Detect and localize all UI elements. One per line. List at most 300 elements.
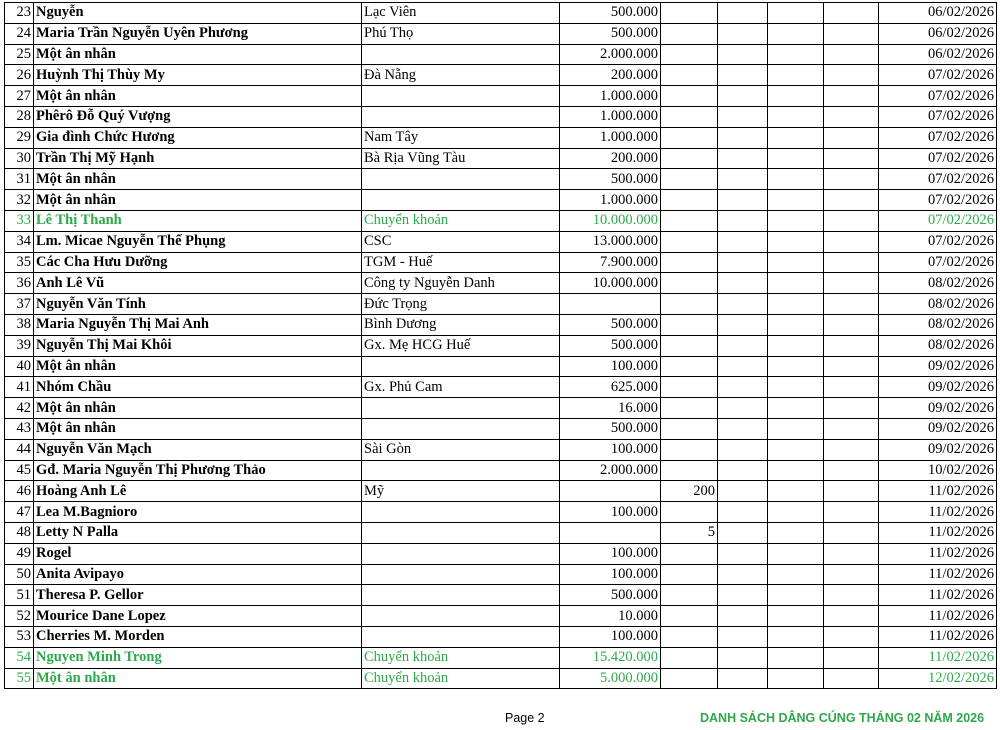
empty-cell: [718, 481, 768, 502]
donor-name-cell: Anita Avipayo: [34, 564, 362, 585]
donor-name-cell: Nguyen Minh Trong: [34, 647, 362, 668]
amount-usd-cell: [661, 606, 718, 627]
empty-cell: [824, 148, 879, 169]
empty-cell: [718, 3, 768, 24]
table-row: [5, 668, 997, 689]
donor-place-cell: Lạc Viên: [362, 3, 560, 24]
date-cell: 07/02/2026: [879, 148, 997, 169]
amount-usd-cell: [661, 356, 718, 377]
table-row: [5, 606, 997, 627]
empty-cell: [824, 606, 879, 627]
amount-vnd-cell: 13.000.000: [560, 231, 661, 252]
page-label: Page 2: [505, 711, 545, 725]
table-row: [5, 210, 997, 231]
empty-cell: [768, 231, 824, 252]
amount-vnd-cell: 100.000: [560, 564, 661, 585]
date-cell: 07/02/2026: [879, 106, 997, 127]
donor-name-cell: Gđ. Maria Nguyễn Thị Phương Thảo: [34, 460, 362, 481]
row-number-cell: 48: [5, 522, 34, 543]
empty-cell: [824, 439, 879, 460]
amount-vnd-cell: 500.000: [560, 335, 661, 356]
amount-vnd-cell: 15.420.000: [560, 647, 661, 668]
row-number-cell: 27: [5, 86, 34, 107]
amount-usd-cell: [661, 647, 718, 668]
amount-vnd-cell: 10.000.000: [560, 273, 661, 294]
empty-cell: [768, 398, 824, 419]
empty-cell: [768, 647, 824, 668]
amount-usd-cell: [661, 543, 718, 564]
empty-cell: [768, 543, 824, 564]
row-number-cell: 26: [5, 65, 34, 86]
donor-place-cell: Chuyển khoản: [362, 668, 560, 689]
row-number-cell: 50: [5, 564, 34, 585]
date-cell: 08/02/2026: [879, 314, 997, 335]
date-cell: 07/02/2026: [879, 127, 997, 148]
row-number-cell: 47: [5, 502, 34, 523]
empty-cell: [824, 314, 879, 335]
row-number-cell: 32: [5, 190, 34, 211]
date-cell: 11/02/2026: [879, 606, 997, 627]
date-cell: 07/02/2026: [879, 86, 997, 107]
date-cell: 12/02/2026: [879, 668, 997, 689]
ledger-body: [5, 3, 997, 689]
donor-place-cell: Sài Gòn: [362, 439, 560, 460]
date-cell: 07/02/2026: [879, 252, 997, 273]
empty-cell: [718, 626, 768, 647]
amount-usd-cell: [661, 502, 718, 523]
empty-cell: [768, 86, 824, 107]
empty-cell: [824, 460, 879, 481]
donor-place-cell: [362, 564, 560, 585]
table-row: [5, 585, 997, 606]
amount-vnd-cell: 500.000: [560, 23, 661, 44]
donor-place-cell: [362, 106, 560, 127]
date-cell: 09/02/2026: [879, 356, 997, 377]
amount-usd-cell: 200: [661, 481, 718, 502]
empty-cell: [824, 335, 879, 356]
row-number-cell: 45: [5, 460, 34, 481]
donor-place-cell: [362, 626, 560, 647]
table-row: [5, 65, 997, 86]
amount-vnd-cell: 1.000.000: [560, 86, 661, 107]
empty-cell: [824, 377, 879, 398]
date-cell: 11/02/2026: [879, 626, 997, 647]
empty-cell: [768, 377, 824, 398]
amount-usd-cell: [661, 3, 718, 24]
amount-usd-cell: [661, 564, 718, 585]
date-cell: 09/02/2026: [879, 377, 997, 398]
donor-name-cell: Nguyễn Thị Mai Khôi: [34, 335, 362, 356]
donor-name-cell: Lê Thị Thanh: [34, 210, 362, 231]
empty-cell: [768, 169, 824, 190]
donor-place-cell: Đức Trọng: [362, 294, 560, 315]
empty-cell: [824, 398, 879, 419]
table-row: [5, 273, 997, 294]
amount-vnd-cell: 500.000: [560, 3, 661, 24]
empty-cell: [768, 626, 824, 647]
row-number-cell: 53: [5, 626, 34, 647]
empty-cell: [824, 252, 879, 273]
donor-place-cell: [362, 418, 560, 439]
date-cell: 11/02/2026: [879, 647, 997, 668]
empty-cell: [718, 314, 768, 335]
row-number-cell: 29: [5, 127, 34, 148]
donor-name-cell: Letty N Palla: [34, 522, 362, 543]
empty-cell: [718, 377, 768, 398]
table-row: [5, 169, 997, 190]
empty-cell: [718, 273, 768, 294]
date-cell: 09/02/2026: [879, 439, 997, 460]
table-row: [5, 398, 997, 419]
table-row: [5, 86, 997, 107]
empty-cell: [718, 439, 768, 460]
empty-cell: [824, 106, 879, 127]
table-row: [5, 314, 997, 335]
empty-cell: [768, 335, 824, 356]
row-number-cell: 37: [5, 294, 34, 315]
table-row: [5, 335, 997, 356]
row-number-cell: 54: [5, 647, 34, 668]
empty-cell: [768, 65, 824, 86]
row-number-cell: 46: [5, 481, 34, 502]
empty-cell: [718, 294, 768, 315]
amount-vnd-cell: 100.000: [560, 502, 661, 523]
table-row: [5, 439, 997, 460]
donor-place-cell: [362, 190, 560, 211]
amount-vnd-cell: 5.000.000: [560, 668, 661, 689]
date-cell: 06/02/2026: [879, 44, 997, 65]
empty-cell: [768, 252, 824, 273]
empty-cell: [718, 398, 768, 419]
donor-name-cell: Cherries M. Morden: [34, 626, 362, 647]
donor-place-cell: [362, 606, 560, 627]
empty-cell: [768, 564, 824, 585]
amount-usd-cell: [661, 398, 718, 419]
donor-name-cell: Một ân nhân: [34, 398, 362, 419]
empty-cell: [768, 3, 824, 24]
amount-vnd-cell: 1.000.000: [560, 127, 661, 148]
empty-cell: [824, 502, 879, 523]
donor-name-cell: Nhóm Chầu: [34, 377, 362, 398]
empty-cell: [768, 439, 824, 460]
amount-vnd-cell: 100.000: [560, 439, 661, 460]
empty-cell: [824, 668, 879, 689]
amount-usd-cell: [661, 231, 718, 252]
donor-name-cell: Lea M.Bagnioro: [34, 502, 362, 523]
row-number-cell: 23: [5, 3, 34, 24]
table-row: [5, 23, 997, 44]
amount-vnd-cell: 10.000.000: [560, 210, 661, 231]
empty-cell: [824, 481, 879, 502]
amount-usd-cell: [661, 314, 718, 335]
donor-place-cell: Chuyển khoản: [362, 210, 560, 231]
row-number-cell: 43: [5, 418, 34, 439]
donor-place-cell: Bà Rịa Vũng Tàu: [362, 148, 560, 169]
donor-name-cell: Nguyễn Văn Tính: [34, 294, 362, 315]
empty-cell: [768, 502, 824, 523]
empty-cell: [718, 418, 768, 439]
amount-usd-cell: [661, 127, 718, 148]
empty-cell: [718, 606, 768, 627]
empty-cell: [768, 106, 824, 127]
amount-vnd-cell: 7.900.000: [560, 252, 661, 273]
donor-place-cell: Công ty Nguyễn Danh: [362, 273, 560, 294]
empty-cell: [718, 65, 768, 86]
donor-name-cell: Một ân nhân: [34, 190, 362, 211]
amount-usd-cell: [661, 44, 718, 65]
donor-name-cell: Một ân nhân: [34, 169, 362, 190]
donor-name-cell: Nguyễn Văn Mạch: [34, 439, 362, 460]
amount-vnd-cell: 16.000: [560, 398, 661, 419]
donor-name-cell: Một ân nhân: [34, 418, 362, 439]
empty-cell: [768, 356, 824, 377]
donor-place-cell: CSC: [362, 231, 560, 252]
empty-cell: [718, 585, 768, 606]
empty-cell: [768, 190, 824, 211]
amount-usd-cell: [661, 148, 718, 169]
donor-name-cell: Một ân nhân: [34, 44, 362, 65]
amount-usd-cell: [661, 252, 718, 273]
donor-place-cell: [362, 86, 560, 107]
donor-name-cell: Nguyễn: [34, 3, 362, 24]
empty-cell: [718, 23, 768, 44]
empty-cell: [718, 210, 768, 231]
empty-cell: [718, 231, 768, 252]
date-cell: 10/02/2026: [879, 460, 997, 481]
donor-place-cell: [362, 460, 560, 481]
amount-usd-cell: [661, 86, 718, 107]
empty-cell: [768, 460, 824, 481]
document-title: DANH SÁCH DÂNG CÚNG THÁNG 02 NĂM 2026: [700, 711, 985, 725]
donor-place-cell: Gx. Mẹ HCG Huế: [362, 335, 560, 356]
amount-usd-cell: [661, 273, 718, 294]
donor-place-cell: [362, 356, 560, 377]
amount-vnd-cell: 100.000: [560, 356, 661, 377]
empty-cell: [768, 668, 824, 689]
empty-cell: [718, 148, 768, 169]
donor-place-cell: Phú Thọ: [362, 23, 560, 44]
empty-cell: [768, 606, 824, 627]
table-row: [5, 543, 997, 564]
empty-cell: [824, 23, 879, 44]
row-number-cell: 30: [5, 148, 34, 169]
amount-vnd-cell: 200.000: [560, 65, 661, 86]
amount-usd-cell: [661, 460, 718, 481]
amount-vnd-cell: 1.000.000: [560, 106, 661, 127]
empty-cell: [768, 127, 824, 148]
date-cell: 07/02/2026: [879, 169, 997, 190]
donor-place-cell: TGM - Huế: [362, 252, 560, 273]
amount-usd-cell: [661, 23, 718, 44]
donor-place-cell: [362, 522, 560, 543]
table-row: [5, 502, 997, 523]
table-row: [5, 377, 997, 398]
donor-place-cell: Đà Nẵng: [362, 65, 560, 86]
donor-name-cell: Một ân nhân: [34, 86, 362, 107]
amount-usd-cell: [661, 210, 718, 231]
donor-name-cell: Maria Trần Nguyễn Uyên Phương: [34, 23, 362, 44]
amount-vnd-cell: 500.000: [560, 585, 661, 606]
amount-vnd-cell: 10.000: [560, 606, 661, 627]
amount-vnd-cell: 625.000: [560, 377, 661, 398]
date-cell: 09/02/2026: [879, 418, 997, 439]
empty-cell: [824, 86, 879, 107]
empty-cell: [768, 522, 824, 543]
empty-cell: [824, 273, 879, 294]
amount-usd-cell: [661, 626, 718, 647]
amount-usd-cell: [661, 294, 718, 315]
date-cell: 08/02/2026: [879, 335, 997, 356]
amount-vnd-cell: 200.000: [560, 148, 661, 169]
empty-cell: [718, 252, 768, 273]
amount-vnd-cell: 500.000: [560, 314, 661, 335]
amount-vnd-cell: 100.000: [560, 626, 661, 647]
empty-cell: [824, 190, 879, 211]
empty-cell: [768, 585, 824, 606]
row-number-cell: 36: [5, 273, 34, 294]
empty-cell: [768, 418, 824, 439]
table-row: [5, 626, 997, 647]
amount-vnd-cell: 500.000: [560, 418, 661, 439]
empty-cell: [768, 314, 824, 335]
table-row: [5, 481, 997, 502]
donor-place-cell: Mỹ: [362, 481, 560, 502]
empty-cell: [824, 210, 879, 231]
donor-name-cell: Theresa P. Gellor: [34, 585, 362, 606]
empty-cell: [718, 460, 768, 481]
table-row: [5, 294, 997, 315]
donor-place-cell: [362, 44, 560, 65]
date-cell: 08/02/2026: [879, 273, 997, 294]
row-number-cell: 42: [5, 398, 34, 419]
date-cell: 06/02/2026: [879, 3, 997, 24]
empty-cell: [824, 585, 879, 606]
empty-cell: [718, 668, 768, 689]
empty-cell: [824, 564, 879, 585]
row-number-cell: 38: [5, 314, 34, 335]
amount-usd-cell: [661, 190, 718, 211]
table-row: [5, 564, 997, 585]
row-number-cell: 35: [5, 252, 34, 273]
donor-name-cell: Maria Nguyễn Thị Mai Anh: [34, 314, 362, 335]
empty-cell: [824, 626, 879, 647]
date-cell: 11/02/2026: [879, 502, 997, 523]
amount-vnd-cell: [560, 481, 661, 502]
amount-usd-cell: [661, 106, 718, 127]
date-cell: 08/02/2026: [879, 294, 997, 315]
donor-place-cell: [362, 585, 560, 606]
donor-name-cell: Phêrô Đỗ Quý Vượng: [34, 106, 362, 127]
date-cell: 07/02/2026: [879, 190, 997, 211]
empty-cell: [824, 3, 879, 24]
empty-cell: [718, 564, 768, 585]
table-row: [5, 522, 997, 543]
table-row: [5, 190, 997, 211]
donor-name-cell: Các Cha Hưu Dưỡng: [34, 252, 362, 273]
row-number-cell: 52: [5, 606, 34, 627]
empty-cell: [824, 169, 879, 190]
amount-vnd-cell: 500.000: [560, 169, 661, 190]
amount-usd-cell: [661, 418, 718, 439]
table-row: [5, 418, 997, 439]
row-number-cell: 44: [5, 439, 34, 460]
amount-vnd-cell: [560, 294, 661, 315]
empty-cell: [768, 148, 824, 169]
empty-cell: [768, 210, 824, 231]
row-number-cell: 51: [5, 585, 34, 606]
donor-place-cell: Nam Tây: [362, 127, 560, 148]
donor-name-cell: Anh Lê Vũ: [34, 273, 362, 294]
row-number-cell: 49: [5, 543, 34, 564]
empty-cell: [718, 647, 768, 668]
donor-name-cell: Gia đình Chức Hương: [34, 127, 362, 148]
empty-cell: [824, 418, 879, 439]
table-row: [5, 647, 997, 668]
row-number-cell: 28: [5, 106, 34, 127]
date-cell: 11/02/2026: [879, 481, 997, 502]
empty-cell: [718, 190, 768, 211]
donor-name-cell: Trần Thị Mỹ Hạnh: [34, 148, 362, 169]
donor-place-cell: [362, 502, 560, 523]
table-row: [5, 231, 997, 252]
empty-cell: [768, 23, 824, 44]
row-number-cell: 34: [5, 231, 34, 252]
date-cell: 07/02/2026: [879, 231, 997, 252]
empty-cell: [824, 231, 879, 252]
table-row: [5, 127, 997, 148]
donor-place-cell: Gx. Phủ Cam: [362, 377, 560, 398]
table-row: [5, 148, 997, 169]
empty-cell: [824, 127, 879, 148]
date-cell: 07/02/2026: [879, 65, 997, 86]
donor-name-cell: Lm. Micae Nguyễn Thế Phụng: [34, 231, 362, 252]
amount-usd-cell: [661, 335, 718, 356]
donor-name-cell: Hoàng Anh Lê: [34, 481, 362, 502]
empty-cell: [718, 502, 768, 523]
row-number-cell: 40: [5, 356, 34, 377]
date-cell: 07/02/2026: [879, 210, 997, 231]
donor-name-cell: Huỳnh Thị Thùy My: [34, 65, 362, 86]
table-row: [5, 106, 997, 127]
date-cell: 09/02/2026: [879, 398, 997, 419]
row-number-cell: 25: [5, 44, 34, 65]
table-row: [5, 44, 997, 65]
row-number-cell: 33: [5, 210, 34, 231]
empty-cell: [824, 356, 879, 377]
amount-vnd-cell: [560, 522, 661, 543]
donor-place-cell: [362, 543, 560, 564]
donor-name-cell: Rogel: [34, 543, 362, 564]
donor-place-cell: [362, 398, 560, 419]
row-number-cell: 39: [5, 335, 34, 356]
donor-name-cell: Một ân nhân: [34, 356, 362, 377]
row-number-cell: 41: [5, 377, 34, 398]
donor-name-cell: Một ân nhân: [34, 668, 362, 689]
empty-cell: [718, 169, 768, 190]
empty-cell: [718, 127, 768, 148]
empty-cell: [824, 294, 879, 315]
amount-vnd-cell: 100.000: [560, 543, 661, 564]
empty-cell: [718, 543, 768, 564]
amount-vnd-cell: 2.000.000: [560, 44, 661, 65]
amount-vnd-cell: 2.000.000: [560, 460, 661, 481]
empty-cell: [768, 294, 824, 315]
row-number-cell: 31: [5, 169, 34, 190]
donation-ledger-table: [4, 2, 997, 689]
date-cell: 11/02/2026: [879, 564, 997, 585]
empty-cell: [824, 522, 879, 543]
table-row: [5, 460, 997, 481]
